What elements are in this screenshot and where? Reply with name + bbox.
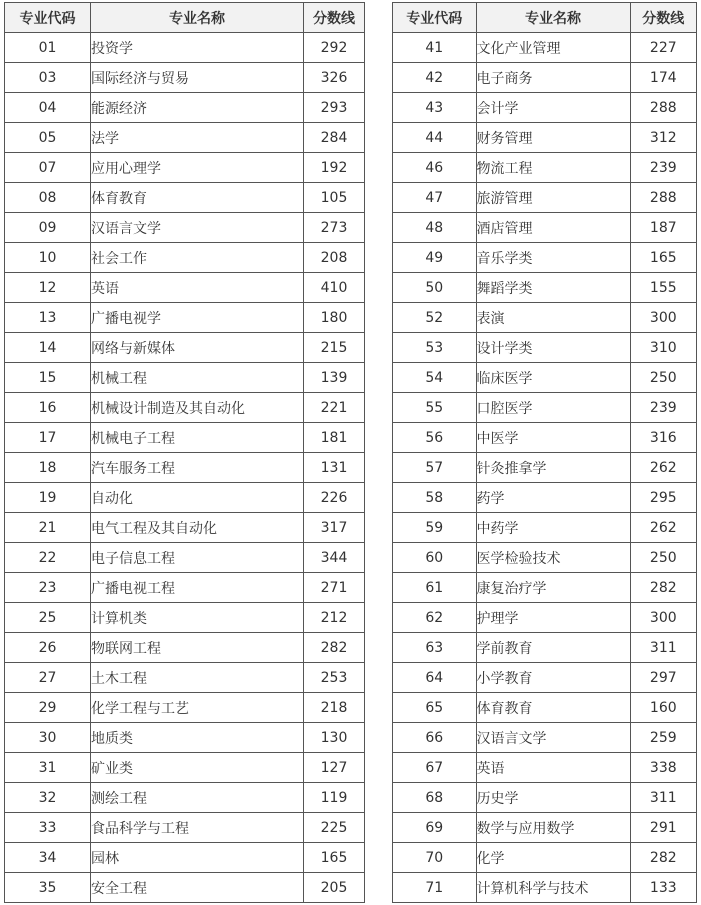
cell-score: 208	[304, 243, 365, 273]
cell-code: 71	[393, 873, 477, 903]
table-row	[393, 33, 697, 63]
cell-code: 14	[5, 333, 91, 363]
table-row	[5, 603, 365, 633]
table-row	[393, 153, 697, 183]
cell-name: 投资学	[91, 33, 304, 63]
table-row	[393, 603, 697, 633]
cell-code: 16	[5, 393, 91, 423]
cell-code: 34	[5, 843, 91, 873]
cell-code: 23	[5, 573, 91, 603]
cell-score: 291	[630, 813, 696, 843]
cell-name: 物联网工程	[91, 633, 304, 663]
cell-score: 312	[630, 123, 696, 153]
cell-name: 社会工作	[91, 243, 304, 273]
cell-code: 21	[5, 513, 91, 543]
cell-score: 239	[630, 393, 696, 423]
cell-code: 56	[393, 423, 477, 453]
cell-code: 33	[5, 813, 91, 843]
cell-code: 55	[393, 393, 477, 423]
table-row	[393, 753, 697, 783]
cell-code: 25	[5, 603, 91, 633]
cell-name: 汉语言文学	[91, 213, 304, 243]
table-row	[5, 753, 365, 783]
cell-name: 机械设计制造及其自动化	[91, 393, 304, 423]
cell-name: 广播电视工程	[91, 573, 304, 603]
table-row	[393, 663, 697, 693]
cell-name: 化学	[476, 843, 630, 873]
cell-score: 316	[630, 423, 696, 453]
table-row	[5, 303, 365, 333]
cell-score: 119	[304, 783, 365, 813]
header-code: 专业代码	[5, 3, 91, 33]
table-header-row	[393, 3, 697, 33]
cell-code: 32	[5, 783, 91, 813]
table-row	[5, 693, 365, 723]
cell-name: 食品科学与工程	[91, 813, 304, 843]
table-row	[5, 63, 365, 93]
cell-name: 英语	[91, 273, 304, 303]
table-row	[5, 513, 365, 543]
cell-code: 26	[5, 633, 91, 663]
cell-name: 设计学类	[476, 333, 630, 363]
cell-name: 应用心理学	[91, 153, 304, 183]
table-row	[5, 873, 365, 903]
cell-code: 22	[5, 543, 91, 573]
cell-code: 42	[393, 63, 477, 93]
cell-score: 292	[304, 33, 365, 63]
cell-name: 机械电子工程	[91, 423, 304, 453]
cell-name: 园林	[91, 843, 304, 873]
cell-code: 30	[5, 723, 91, 753]
cell-name: 计算机科学与技术	[476, 873, 630, 903]
table-row	[5, 573, 365, 603]
cell-code: 60	[393, 543, 477, 573]
cell-code: 31	[5, 753, 91, 783]
table-row	[393, 723, 697, 753]
table-row	[393, 813, 697, 843]
table-row	[5, 423, 365, 453]
cell-name: 数学与应用数学	[476, 813, 630, 843]
table-row	[393, 543, 697, 573]
cell-code: 49	[393, 243, 477, 273]
cell-code: 27	[5, 663, 91, 693]
cell-score: 293	[304, 93, 365, 123]
cell-code: 35	[5, 873, 91, 903]
table-row	[393, 303, 697, 333]
cell-code: 05	[5, 123, 91, 153]
cell-score: 127	[304, 753, 365, 783]
table-row	[5, 663, 365, 693]
table-row	[393, 633, 697, 663]
cell-code: 13	[5, 303, 91, 333]
cell-code: 07	[5, 153, 91, 183]
table-header-row	[5, 3, 365, 33]
table-row	[5, 783, 365, 813]
cell-name: 土木工程	[91, 663, 304, 693]
cell-score: 226	[304, 483, 365, 513]
cell-name: 音乐学类	[476, 243, 630, 273]
table-row	[5, 843, 365, 873]
header-score: 分数线	[304, 3, 365, 33]
cell-name: 能源经济	[91, 93, 304, 123]
cell-code: 52	[393, 303, 477, 333]
table-row	[5, 33, 365, 63]
cell-code: 63	[393, 633, 477, 663]
cell-name: 护理学	[476, 603, 630, 633]
cell-score: 139	[304, 363, 365, 393]
cell-code: 69	[393, 813, 477, 843]
table-row	[5, 633, 365, 663]
cell-name: 汉语言文学	[476, 723, 630, 753]
cell-score: 273	[304, 213, 365, 243]
cell-code: 43	[393, 93, 477, 123]
table-row	[5, 483, 365, 513]
cell-name: 安全工程	[91, 873, 304, 903]
cell-score: 239	[630, 153, 696, 183]
cell-score: 130	[304, 723, 365, 753]
cell-score: 326	[304, 63, 365, 93]
cell-score: 300	[630, 603, 696, 633]
cell-score: 160	[630, 693, 696, 723]
table-row	[5, 333, 365, 363]
table-row	[5, 723, 365, 753]
cell-score: 282	[630, 843, 696, 873]
table-row	[393, 273, 697, 303]
cell-name: 中药学	[476, 513, 630, 543]
table-row	[393, 183, 697, 213]
cell-code: 29	[5, 693, 91, 723]
cell-name: 地质类	[91, 723, 304, 753]
cell-score: 165	[304, 843, 365, 873]
cell-code: 61	[393, 573, 477, 603]
cell-name: 电子商务	[476, 63, 630, 93]
table-row	[393, 693, 697, 723]
header-name: 专业名称	[476, 3, 630, 33]
table-row	[5, 123, 365, 153]
table-row	[5, 453, 365, 483]
cell-name: 历史学	[476, 783, 630, 813]
cell-name: 小学教育	[476, 663, 630, 693]
cell-score: 192	[304, 153, 365, 183]
table-row	[393, 783, 697, 813]
table-row	[393, 393, 697, 423]
table-row	[393, 513, 697, 543]
cell-name: 物流工程	[476, 153, 630, 183]
header-name: 专业名称	[91, 3, 304, 33]
cell-score: 221	[304, 393, 365, 423]
table-row	[5, 153, 365, 183]
cell-score: 250	[630, 363, 696, 393]
cell-name: 汽车服务工程	[91, 453, 304, 483]
cell-name: 体育教育	[91, 183, 304, 213]
cell-name: 文化产业管理	[476, 33, 630, 63]
cell-code: 09	[5, 213, 91, 243]
table-row	[393, 573, 697, 603]
cell-score: 317	[304, 513, 365, 543]
cell-name: 医学检验技术	[476, 543, 630, 573]
cell-name: 国际经济与贸易	[91, 63, 304, 93]
header-score: 分数线	[630, 3, 696, 33]
cell-name: 酒店管理	[476, 213, 630, 243]
cell-score: 215	[304, 333, 365, 363]
cell-code: 65	[393, 693, 477, 723]
table-row	[5, 813, 365, 843]
cell-name: 化学工程与工艺	[91, 693, 304, 723]
cell-name: 电子信息工程	[91, 543, 304, 573]
cell-name: 网络与新媒体	[91, 333, 304, 363]
cell-score: 218	[304, 693, 365, 723]
cell-score: 133	[630, 873, 696, 903]
table-row	[393, 873, 697, 903]
cell-code: 54	[393, 363, 477, 393]
cell-name: 测绘工程	[91, 783, 304, 813]
cell-name: 中医学	[476, 423, 630, 453]
cell-score: 225	[304, 813, 365, 843]
cell-code: 66	[393, 723, 477, 753]
cell-name: 自动化	[91, 483, 304, 513]
cell-name: 舞蹈学类	[476, 273, 630, 303]
cell-code: 41	[393, 33, 477, 63]
cell-name: 会计学	[476, 93, 630, 123]
cell-code: 58	[393, 483, 477, 513]
cell-score: 212	[304, 603, 365, 633]
cell-score: 262	[630, 453, 696, 483]
cell-score: 282	[630, 573, 696, 603]
cell-code: 17	[5, 423, 91, 453]
cell-code: 62	[393, 603, 477, 633]
cell-score: 344	[304, 543, 365, 573]
cell-score: 410	[304, 273, 365, 303]
table-row	[393, 123, 697, 153]
cell-name: 体育教育	[476, 693, 630, 723]
cell-name: 口腔医学	[476, 393, 630, 423]
cell-name: 电气工程及其自动化	[91, 513, 304, 543]
cell-score: 262	[630, 513, 696, 543]
cell-score: 131	[304, 453, 365, 483]
cell-score: 310	[630, 333, 696, 363]
cell-name: 矿业类	[91, 753, 304, 783]
cell-name: 药学	[476, 483, 630, 513]
table-row	[5, 183, 365, 213]
table-row	[393, 333, 697, 363]
cell-code: 67	[393, 753, 477, 783]
cell-score: 155	[630, 273, 696, 303]
cell-name: 广播电视学	[91, 303, 304, 333]
cell-code: 03	[5, 63, 91, 93]
cell-code: 47	[393, 183, 477, 213]
cell-score: 282	[304, 633, 365, 663]
table-row	[5, 213, 365, 243]
cell-score: 253	[304, 663, 365, 693]
cell-name: 旅游管理	[476, 183, 630, 213]
cell-code: 64	[393, 663, 477, 693]
score-table-left	[4, 2, 365, 903]
cell-name: 临床医学	[476, 363, 630, 393]
cell-score: 288	[630, 93, 696, 123]
table-row	[393, 93, 697, 123]
cell-score: 180	[304, 303, 365, 333]
cell-code: 53	[393, 333, 477, 363]
score-table-right	[392, 2, 697, 903]
table-row	[393, 483, 697, 513]
cell-score: 271	[304, 573, 365, 603]
cell-code: 01	[5, 33, 91, 63]
cell-score: 284	[304, 123, 365, 153]
table-row	[393, 453, 697, 483]
cell-code: 15	[5, 363, 91, 393]
cell-code: 70	[393, 843, 477, 873]
cell-score: 227	[630, 33, 696, 63]
cell-code: 59	[393, 513, 477, 543]
cell-code: 68	[393, 783, 477, 813]
cell-name: 计算机类	[91, 603, 304, 633]
cell-score: 181	[304, 423, 365, 453]
cell-code: 12	[5, 273, 91, 303]
cell-name: 针灸推拿学	[476, 453, 630, 483]
cell-score: 105	[304, 183, 365, 213]
cell-name: 英语	[476, 753, 630, 783]
cell-code: 44	[393, 123, 477, 153]
cell-score: 174	[630, 63, 696, 93]
cell-code: 48	[393, 213, 477, 243]
table-row	[5, 273, 365, 303]
cell-name: 表演	[476, 303, 630, 333]
cell-score: 187	[630, 213, 696, 243]
table-row	[5, 93, 365, 123]
cell-name: 法学	[91, 123, 304, 153]
cell-score: 311	[630, 783, 696, 813]
table-row	[5, 543, 365, 573]
cell-score: 338	[630, 753, 696, 783]
table-row	[393, 243, 697, 273]
cell-score: 300	[630, 303, 696, 333]
cell-code: 19	[5, 483, 91, 513]
cell-code: 50	[393, 273, 477, 303]
cell-code: 46	[393, 153, 477, 183]
cell-code: 18	[5, 453, 91, 483]
cell-name: 财务管理	[476, 123, 630, 153]
cell-code: 57	[393, 453, 477, 483]
cell-name: 康复治疗学	[476, 573, 630, 603]
table-row	[5, 363, 365, 393]
cell-score: 250	[630, 543, 696, 573]
table-row	[5, 243, 365, 273]
table-row	[393, 843, 697, 873]
cell-name: 机械工程	[91, 363, 304, 393]
cell-score: 205	[304, 873, 365, 903]
table-row	[393, 213, 697, 243]
cell-score: 288	[630, 183, 696, 213]
cell-score: 295	[630, 483, 696, 513]
cell-score: 259	[630, 723, 696, 753]
cell-score: 311	[630, 633, 696, 663]
cell-code: 04	[5, 93, 91, 123]
cell-code: 08	[5, 183, 91, 213]
header-code: 专业代码	[393, 3, 477, 33]
cell-name: 学前教育	[476, 633, 630, 663]
cell-score: 297	[630, 663, 696, 693]
table-row	[393, 63, 697, 93]
cell-score: 165	[630, 243, 696, 273]
cell-code: 10	[5, 243, 91, 273]
table-row	[393, 423, 697, 453]
table-row	[393, 363, 697, 393]
table-row	[5, 393, 365, 423]
